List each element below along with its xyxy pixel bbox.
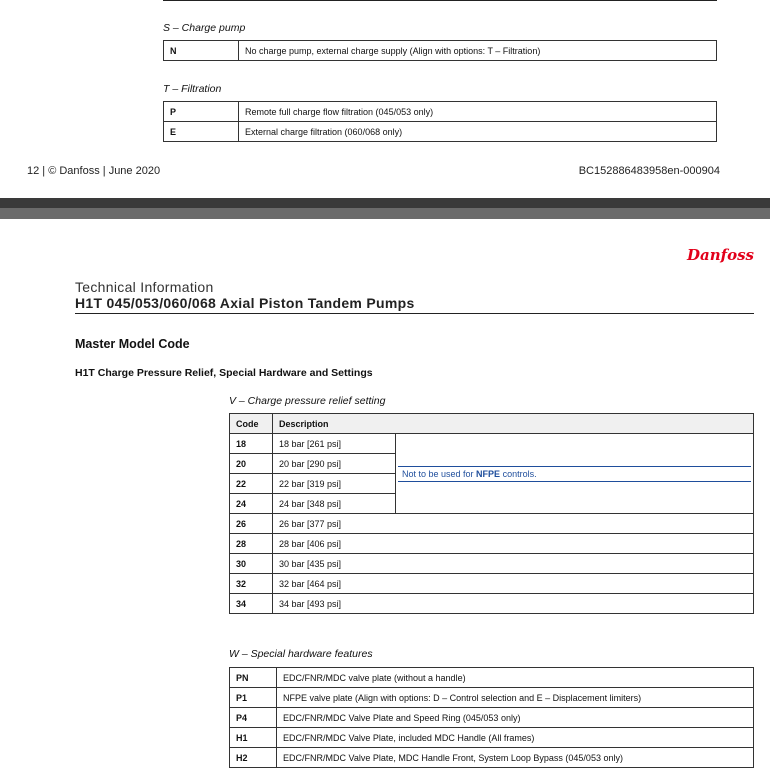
top-rule (163, 0, 717, 1)
table-row (230, 668, 754, 688)
table-row (230, 708, 754, 728)
code-cell: 20 (230, 454, 273, 474)
code-cell: 26 (230, 514, 273, 534)
page-separator-shade (0, 208, 770, 219)
table-row (230, 514, 754, 534)
table-row (164, 41, 717, 61)
desc-cell: EDC/FNR/MDC Valve Plate and Speed Ring (045/053 only) (277, 708, 754, 728)
table-header-row (230, 414, 754, 434)
code-cell: P (164, 102, 239, 122)
desc-cell: 18 bar [261 psi] (273, 434, 396, 454)
header-rule (75, 313, 754, 314)
nfpe-note-cell (396, 434, 754, 514)
desc-cell: External charge filtration (060/068 only) (239, 122, 717, 142)
code-cell: 28 (230, 534, 273, 554)
hardware-caption: W – Special hardware features (229, 648, 373, 660)
filtration-caption: T – Filtration (163, 83, 222, 95)
desc-cell: 22 bar [319 psi] (273, 474, 396, 494)
code-cell: P1 (230, 688, 277, 708)
page-heading: Master Model Code (75, 337, 190, 351)
header-code: Code (230, 414, 273, 434)
code-cell: 32 (230, 574, 273, 594)
desc-cell: 32 bar [464 psi] (273, 574, 754, 594)
code-cell: 24 (230, 494, 273, 514)
code-cell: H1 (230, 728, 277, 748)
relief-caption: V – Charge pressure relief setting (229, 395, 386, 407)
filtration-table (163, 101, 717, 142)
code-cell: N (164, 41, 239, 61)
code-cell: 18 (230, 434, 273, 454)
table-row (164, 102, 717, 122)
code-cell: 30 (230, 554, 273, 574)
code-cell: E (164, 122, 239, 142)
header-description: Description (273, 414, 754, 434)
table-row (230, 594, 754, 614)
table-row (230, 748, 754, 768)
section-heading: H1T Charge Pressure Relief, Special Hardware and Settings (75, 367, 373, 379)
desc-cell: 24 bar [348 psi] (273, 494, 396, 514)
desc-cell: No charge pump, external charge supply (Align with options: T – Filtration) (239, 41, 717, 61)
section-label: Technical Information (75, 279, 214, 295)
desc-cell: EDC/FNR/MDC valve plate (without a handle) (277, 668, 754, 688)
danfoss-logo: Danfoss (687, 246, 754, 264)
desc-cell: 34 bar [493 psi] (273, 594, 754, 614)
desc-cell: Remote full charge flow filtration (045/053 only) (239, 102, 717, 122)
desc-cell: 26 bar [377 psi] (273, 514, 754, 534)
page-separator (0, 198, 770, 208)
document-title: H1T 045/053/060/068 Axial Piston Tandem Pumps (75, 295, 415, 311)
table-row (230, 688, 754, 708)
charge-pump-caption: S – Charge pump (163, 22, 246, 34)
desc-cell: EDC/FNR/MDC Valve Plate, MDC Handle Front, System Loop Bypass (045/053 only) (277, 748, 754, 768)
code-cell: 34 (230, 594, 273, 614)
desc-cell: EDC/FNR/MDC Valve Plate, included MDC Handle (All frames) (277, 728, 754, 748)
footer-left: 12 | © Danfoss | June 2020 (27, 165, 161, 177)
code-cell: H2 (230, 748, 277, 768)
desc-cell: 30 bar [435 psi] (273, 554, 754, 574)
nfpe-note: Not to be used for NFPE controls. (398, 466, 751, 482)
code-cell: PN (230, 668, 277, 688)
table-row (230, 434, 754, 454)
table-row (230, 574, 754, 594)
table-row (230, 554, 754, 574)
charge-pump-table (163, 40, 717, 61)
desc-cell: 28 bar [406 psi] (273, 534, 754, 554)
desc-cell: 20 bar [290 psi] (273, 454, 396, 474)
footer-right: BC152886483958en-000904 (578, 165, 720, 177)
desc-cell: NFPE valve plate (Align with options: D – Control selection and E – Displacement limiters) (277, 688, 754, 708)
hardware-table (229, 667, 754, 768)
code-cell: P4 (230, 708, 277, 728)
table-row (164, 122, 717, 142)
table-row (230, 534, 754, 554)
table-row (230, 728, 754, 748)
nfpe-term: NFPE (476, 468, 501, 479)
code-cell: 22 (230, 474, 273, 494)
relief-table (229, 413, 754, 614)
